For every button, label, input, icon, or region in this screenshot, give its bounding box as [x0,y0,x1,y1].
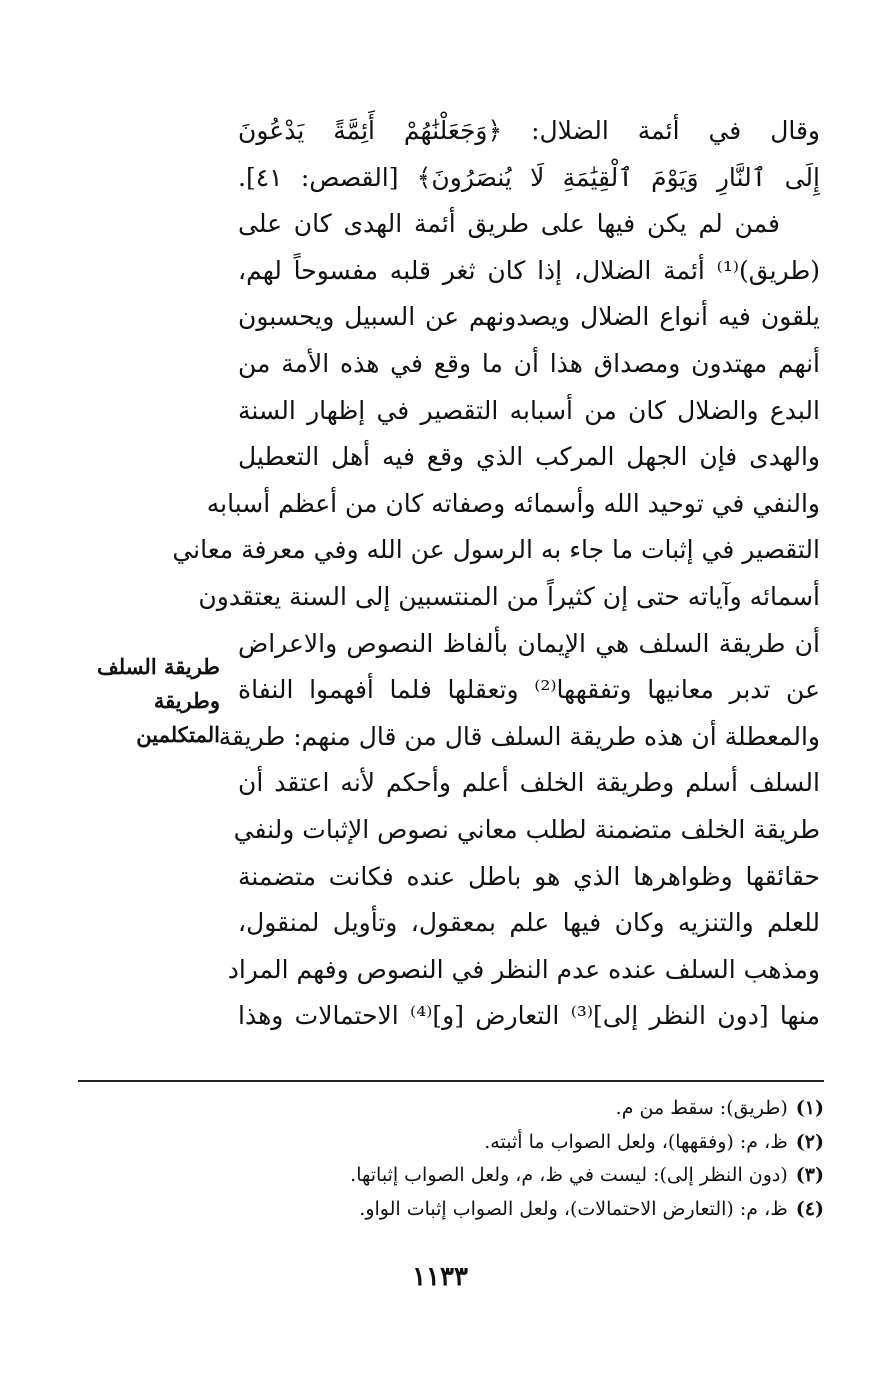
text-line: ومذهب السلف عنده عدم النظر في النصوص وفهم المراد [227,954,820,984]
footnote-number: (٤) [795,1197,824,1220]
text-line: حقائقها وظواهرها الذي هو باطل عنده فكانت متضمنة [238,861,820,891]
text-line: منها [دون النظر إلى]⁽³⁾ التعارض [و]⁽⁴⁾ الاحتمالات وهذا [238,1001,820,1031]
margin-heading [70,650,220,752]
margin-heading-line: وطريقة المتكلمين [136,688,220,747]
footnote [78,1092,824,1126]
text-line: البدع والضلال كان من أسبابه التقصير في إظهار السنة [238,395,820,425]
footnote-number: (٣) [795,1164,824,1186]
text-line: إِلَى ٱلنَّارِ وَيَوْمَ ٱلْقِيَٰمَةِ لَا يُنصَرُونَ﴾ [القصص: ٤١]. [238,162,820,192]
footnote [78,1126,824,1160]
text-line: أنهم مهتدون ومصداق هذا أن ما وقع في هذه الأمة من [238,348,820,378]
text-line: للعلم والتنزيه وكان فيها علم بمعقول، وتأويل لمنقول، [238,908,820,938]
text-line: والهدى فإن الجهل المركب الذي وقع فيه أهل التعطيل [238,442,820,472]
footnote-divider [78,1080,824,1082]
text-line: فمن لم يكن فيها على طريق أئمة الهدى كان على [238,209,780,239]
text-line: يلقون فيه أنواع الضلال ويصدونهم عن السبيل ويحسبون [238,302,820,332]
text-line: أن طريقة السلف هي الإيمان بألفاظ النصوص والاعراض [238,628,820,658]
footnote [78,1193,824,1227]
footnote-text: (طريق): سقط من م. [615,1097,788,1119]
text-line: السلف أسلم وطريقة الخلف أعلم وأحكم لأنه اعتقد أن [238,768,820,798]
text-line: والمعطلة أن هذه طريقة السلف قال من قال منهم: طريقة [218,721,820,751]
text-line: التقصير في إثبات ما جاء به الرسول عن الله وفي معرفة معاني [172,535,820,565]
footnote-text: ظ، م: (وفقهها)، ولعل الصواب ما أثبته. [484,1130,788,1153]
text-line: طريقة الخلف متضمنة لطلب معاني نصوص الإثبات ولنفي [233,814,820,844]
text-line: أسمائه وآياته حتى إن كثيراً من المنتسبين إلى السنة يعتقدون [198,581,820,611]
footnote-text: ظ، م: (التعارض الاحتمالات)، ولعل الصواب إثبات الواو. [359,1197,788,1220]
footnote-text: (دون النظر إلى): ليست في ظ، م، ولعل الصواب إثباتها. [350,1164,788,1186]
footnote-number: (١) [795,1097,824,1119]
footnote-number: (٢) [795,1130,824,1153]
text-line: وقال في أئمة الضلال: ﴿وَجَعَلْنَٰهُمْ أَئِمَّةً يَدْعُونَ [238,116,820,145]
text-line: والنفي في توحيد الله وأسمائه وصفاته كان من أعظم أسبابه [206,488,820,518]
footnote [78,1159,824,1193]
text-line: عن تدبر معانيها وتفقهها⁽²⁾ وتعقلها فلما أفهموا النفاة [238,675,820,705]
text-line: (طريق)⁽¹⁾ أئمة الضلال، إذا كان ثغر قلبه مفسوحاً لهم، [238,255,820,285]
margin-heading-line: طريقة السلف [97,654,220,679]
footnotes [78,1092,824,1226]
page-number: ١١٣٣ [412,1262,468,1292]
